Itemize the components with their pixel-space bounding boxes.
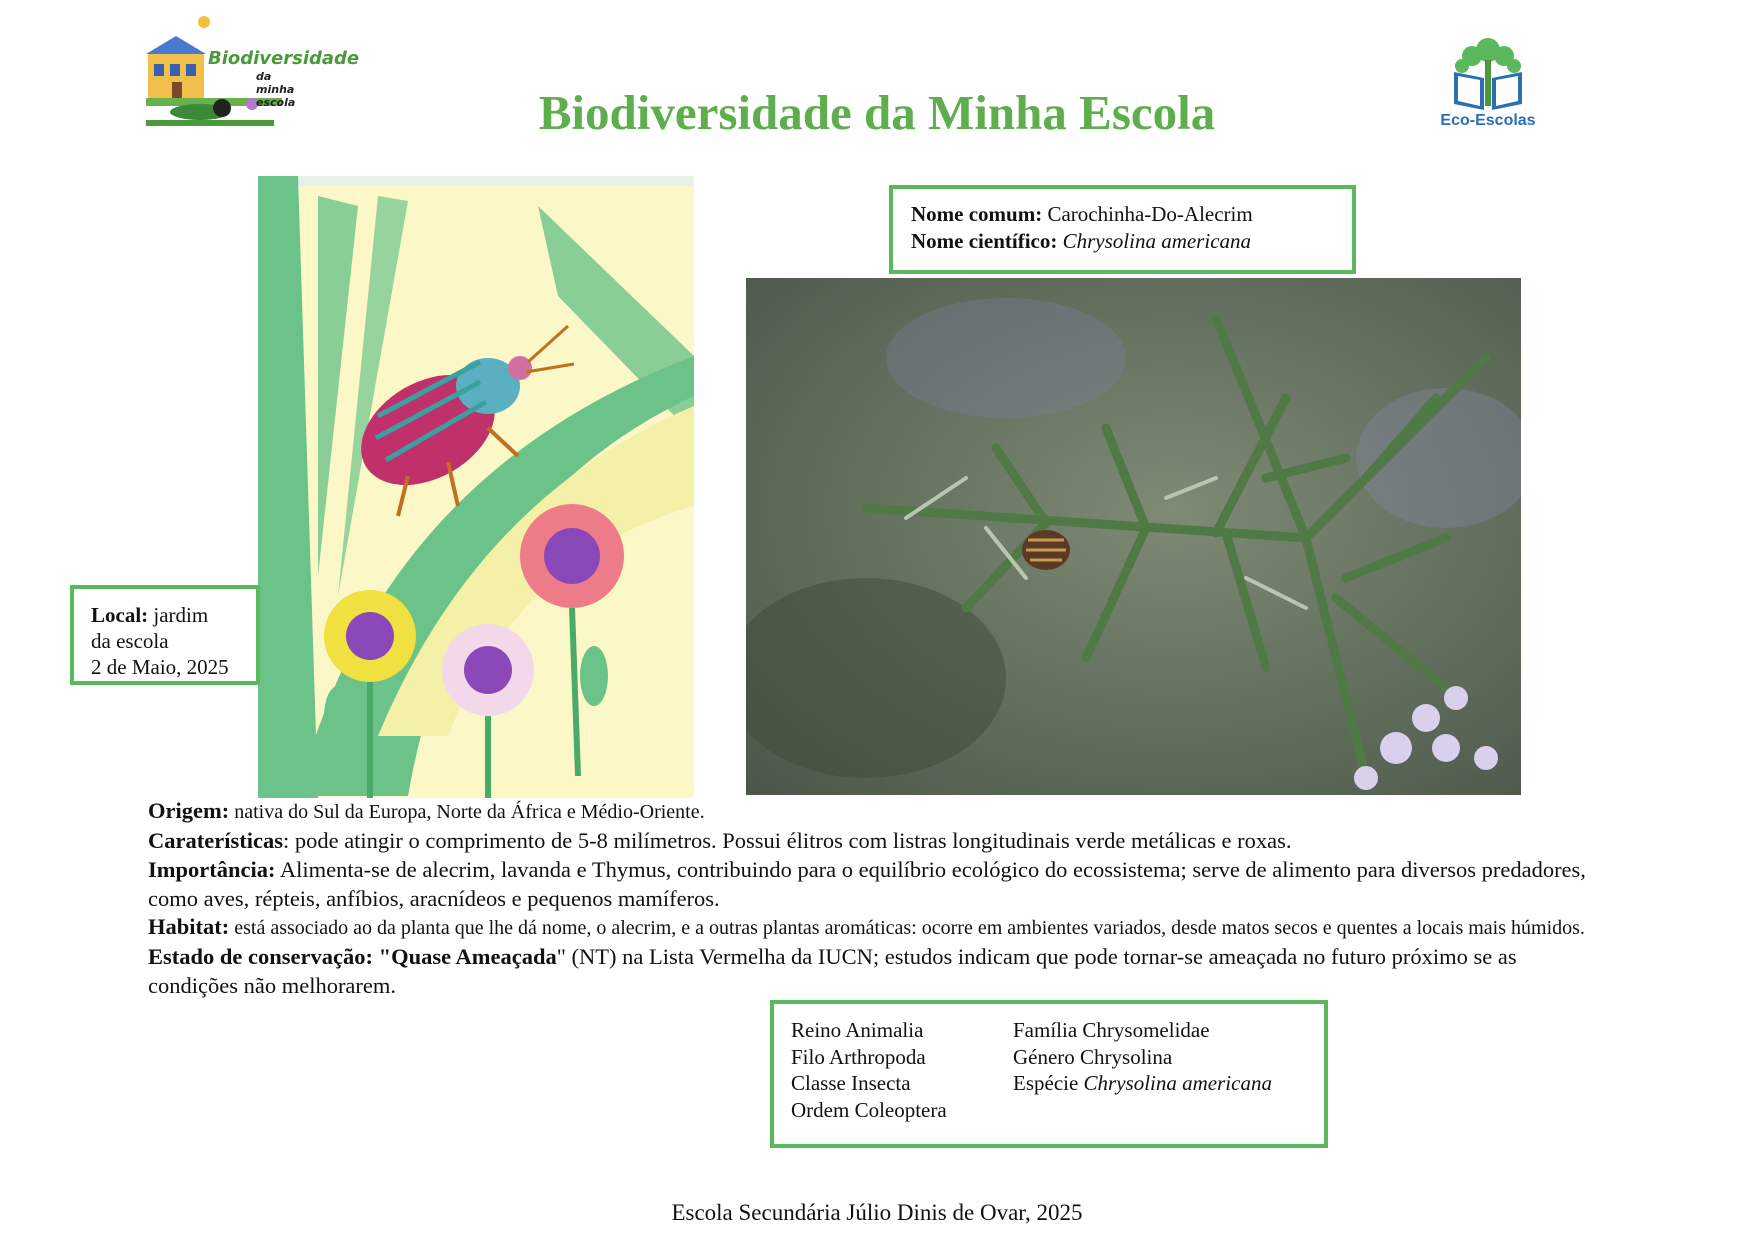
taxonomy-reino: Reino Animalia (791, 1018, 924, 1042)
conservation-status: "Quase Ameaçada (378, 944, 557, 969)
caracteristicas-paragraph (148, 826, 1618, 855)
habitat-label: Habitat: (148, 914, 230, 939)
beetle-photo (746, 278, 1521, 795)
importancia-paragraph (148, 855, 1618, 913)
eco-escolas-caption: Eco-Escolas (1440, 112, 1536, 129)
origem-paragraph (148, 797, 1618, 826)
taxonomy-classe: Classe Insecta (791, 1071, 911, 1095)
page-title: Biodiversidade da Minha Escola (538, 85, 1216, 140)
taxonomy-especie-value: Chrysolina americana (1083, 1071, 1272, 1095)
rosemary-beetle-photo-image (746, 278, 1521, 795)
tree-book-icon (1440, 34, 1536, 112)
taxonomy-especie-label: Espécie (1013, 1071, 1079, 1095)
logo-subtitle: da minha escola (256, 70, 296, 109)
scientific-name-line (911, 228, 1334, 255)
common-name-value: Carochinha-Do-Alecrim (1047, 202, 1253, 226)
importancia-text: Alimenta-se de alecrim, lavanda e Thymus, contribuindo para o equilíbrio ecológico do ecossistema; serve de alimento para diversos predadores, como aves, répteis, anfíbios, aracnídeos e pequenos mamíferos. (148, 857, 1586, 911)
location-line (91, 602, 239, 628)
scientific-name-label: Nome científico: (911, 229, 1058, 253)
beetle-drawing (258, 176, 694, 798)
footer: Escola Secundária Júlio Dinis de Ovar, 2025 (671, 1200, 1083, 1225)
eco-escolas-logo (1440, 34, 1536, 134)
taxonomy-box (770, 1000, 1328, 1148)
location-label: Local: (91, 603, 149, 627)
taxonomy-familia: Família Chrysomelidae (1013, 1018, 1210, 1042)
name-box (889, 185, 1356, 274)
origem-label: Origem: (148, 798, 230, 823)
taxonomy-filo: Filo Arthropoda (791, 1044, 926, 1069)
caracteristicas-text: : pode atingir o comprimento de 5-8 milímetros. Possui élitros com listras longitudinais verde metálicas e roxas. (282, 828, 1292, 853)
beetle-drawing-image (258, 176, 694, 798)
caracteristicas-label: Caraterísticas (148, 828, 283, 853)
habitat-text: está associado ao da planta que lhe dá nome, o alecrim, e a outras plantas aromáticas: ocorre em ambientes variados, desde matos secos e quentes a locais mais húmidos. (234, 917, 1585, 939)
common-name-label: Nome comum: (911, 202, 1043, 226)
taxonomy-ordem: Ordem Coleoptera (791, 1097, 947, 1122)
scientific-name-value: Chrysolina americana (1062, 229, 1252, 253)
conservation-paragraph (148, 942, 1568, 1000)
location-box (70, 585, 260, 685)
importancia-label: Importância: (148, 857, 276, 882)
common-name-line (911, 201, 1334, 228)
location-value: jardim (153, 603, 209, 627)
taxonomy-especie (1013, 1070, 1307, 1097)
conservation-text: " (NT) na Lista Vermelha da IUCN; estudos indicam que pode tornar-se ameaçada no futuro próximo se as condições não melhorarem. (148, 944, 1517, 998)
habitat-paragraph (148, 913, 1618, 942)
location-line-2: da escola (91, 629, 169, 653)
taxonomy-grid (791, 1017, 1307, 1123)
conservation-label: Estado de conservação: (148, 944, 373, 969)
logo-title: Biodiversidade (208, 48, 360, 69)
species-description (148, 797, 1618, 1000)
location-date: 2 de Maio, 2025 (91, 655, 229, 679)
origem-text: nativa do Sul da Europa, Norte da África e Médio-Oriente. (234, 801, 705, 823)
taxonomy-genero: Género Chrysolina (1013, 1044, 1173, 1069)
